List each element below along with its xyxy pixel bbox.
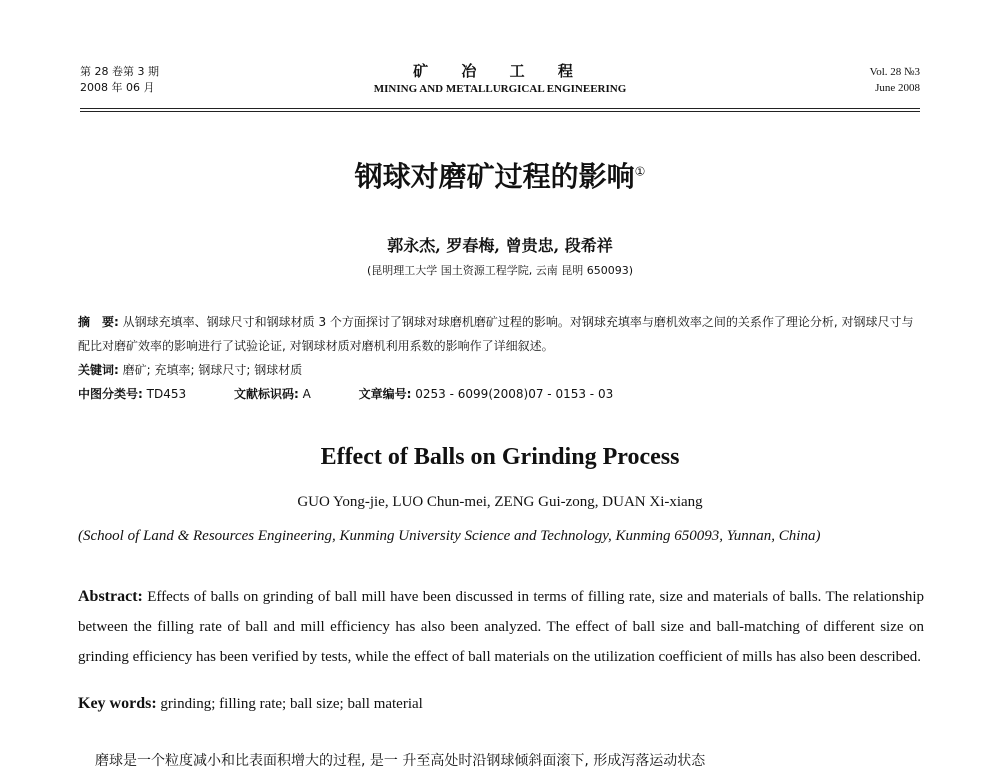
journal-name-cn: 矿 冶 工 程 bbox=[413, 62, 587, 80]
paper-title-en: Effect of Balls on Grinding Process bbox=[320, 444, 680, 470]
date-en: June 2008 bbox=[875, 82, 920, 94]
doc-code-label: 文献标识码: bbox=[233, 387, 299, 401]
volume-issue-cn: 第 28 卷第 3 期 bbox=[80, 65, 159, 78]
keywords-cn-text: 磨矿; 充填率; 钢球尺寸; 钢球材质 bbox=[122, 363, 303, 377]
abstract-cn-text: 从钢球充填率、钢球尺寸和钢球材质 3 个方面探讨了钢球对球磨机磨矿过程的影响。对钢球充填率与磨机效率之间的关系作了理论分析, 对钢球尺寸与配比对磨矿效率的影响进行了试验论证, 对钢球材质对磨机利用系数的影响作了详细叙述。 bbox=[78, 315, 914, 353]
clc-label: 中图分类号: bbox=[78, 387, 143, 401]
affiliation-cn: (昆明理工大学 国土资源工程学院, 云南 昆明 650093) bbox=[366, 264, 634, 277]
journal-name-en: MINING AND METALLURGICAL ENGINEERING bbox=[373, 83, 627, 95]
journal-header bbox=[80, 60, 920, 108]
abstract-en bbox=[78, 582, 924, 672]
abstract-cn-label: 摘 要: bbox=[78, 315, 119, 329]
issue-info-en bbox=[870, 64, 920, 96]
doc-code-value: A bbox=[302, 387, 311, 401]
body-text-first-line: 磨球是一个粒度减小和比表面积增大的过程, 是一 升至高处时沿钢球倾斜面滚下, 形成泻落运动状态 bbox=[95, 753, 706, 769]
abstract-cn bbox=[78, 310, 922, 358]
abstract-en-text: Effects of balls on grinding of ball mill have been discussed in terms of filling rate, size and materials of balls. The relationship between the filling rate of ball and mill efficiency has also been analyzed. The effect of ball size and ball-matching of different size on grinding efficiency has been verified by tests, while the effect of ball materials on the utilization coefficient of mills has also been described. bbox=[78, 589, 924, 665]
keywords-cn bbox=[78, 360, 302, 380]
affiliation-en: (School of Land & Resources Engineering, Kunming University Science and Technology, Kunming 650093, Yunnan, China) bbox=[78, 528, 821, 544]
header-rule-second bbox=[80, 111, 920, 112]
journal-name bbox=[80, 60, 920, 95]
clc-value: TD453 bbox=[146, 387, 187, 401]
classification-row bbox=[78, 384, 613, 404]
volume-issue-en: Vol. 28 №3 bbox=[869, 66, 920, 78]
title-footnote-mark: ① bbox=[634, 164, 646, 179]
keywords-en-label: Key words: bbox=[78, 695, 157, 712]
keywords-cn-label: 关键词: bbox=[78, 363, 119, 377]
article-no-label: 文章编号: bbox=[358, 387, 412, 401]
keywords-en-text: grinding; filling rate; ball size; ball material bbox=[160, 696, 423, 712]
keywords-en bbox=[78, 695, 423, 713]
article-no-value: 0253 - 6099(2008)07 - 0153 - 03 bbox=[415, 387, 614, 401]
authors-cn: 郭永杰, 罗春梅, 曾贵忠, 段希祥 bbox=[387, 236, 613, 255]
title-cn-text: 钢球对磨矿过程的影响 bbox=[354, 160, 635, 193]
paper-title-cn bbox=[0, 155, 1000, 195]
authors-en: GUO Yong-jie, LUO Chun-mei, ZENG Gui-zong, DUAN Xi-xiang bbox=[297, 494, 703, 510]
date-cn: 2008 年 06 月 bbox=[80, 81, 155, 94]
header-rule bbox=[80, 108, 920, 109]
abstract-en-label: Abstract: bbox=[78, 588, 143, 605]
